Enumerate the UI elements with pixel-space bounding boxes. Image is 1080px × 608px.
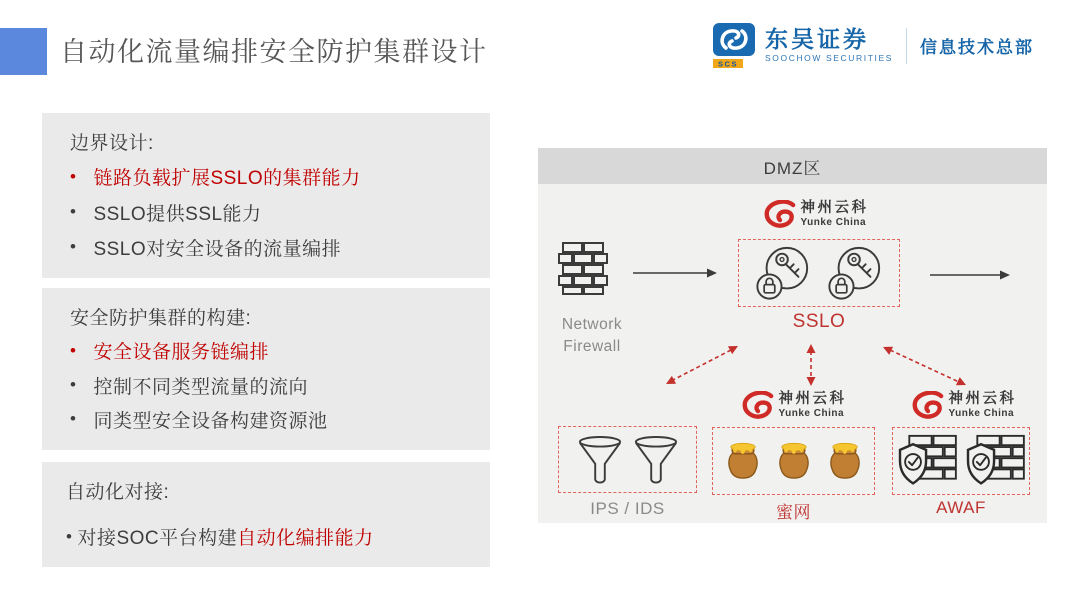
bullet-dot: • — [70, 166, 77, 186]
list-item: • 控制不同类型流量的流向 — [70, 375, 308, 398]
honeynet-label: 蜜网 — [776, 503, 811, 522]
panel-automation — [42, 462, 490, 567]
list-item: • 对接SOC平台构建 自动化编排能力 — [66, 523, 480, 550]
brand-department: 信息技术总部 — [920, 38, 1034, 57]
arrow-head-icon — [664, 376, 676, 388]
dmz-zone-panel — [538, 148, 1047, 523]
arrow-right-icon — [707, 269, 717, 278]
bullet-dot: • — [70, 237, 77, 257]
arrow-head-icon — [807, 344, 816, 353]
arrow-head-icon — [807, 377, 816, 386]
panel-heading: 边界设计: — [70, 133, 154, 154]
title-accent-bar — [0, 28, 47, 75]
soochow-logo-icon — [712, 22, 756, 69]
arrow-head-icon — [956, 377, 968, 389]
brand-divider — [906, 28, 907, 64]
bullet-dot: • — [70, 340, 77, 360]
list-item: • SSLO对安全设备的流量编排 — [70, 237, 342, 260]
arrow-right-icon — [1000, 271, 1010, 280]
panel-heading: 安全防护集群的构建: — [70, 308, 252, 329]
network-firewall-label: Network Firewall — [561, 316, 623, 356]
panel-border-design — [42, 113, 490, 278]
highlighted-text: 自动化编排能力 — [237, 528, 374, 549]
vendor-name-cn: 神州云科 — [948, 391, 1017, 408]
vendor-name-cn: 神州云科 — [778, 391, 847, 408]
vendor-name-cn: 神州云科 — [800, 200, 869, 217]
sslo-label: SSLO — [792, 311, 846, 332]
arrow-head-icon — [728, 342, 740, 354]
ips-ids-label: IPS / IDS — [590, 499, 665, 518]
page-title: 自动化流量编排安全防护集群设计 — [60, 37, 488, 67]
brand-badge: SCS — [718, 59, 738, 69]
bullet-dot: • — [70, 202, 77, 222]
panel-heading: 自动化对接: — [66, 482, 170, 503]
list-item: • 链路负载扩展SSLO的集群能力 — [70, 166, 361, 190]
list-item: • 同类型安全设备构建资源池 — [70, 409, 328, 432]
brand-name-en: SOOCHOW SECURITIES — [765, 53, 893, 64]
vendor-name-en: Yunke China — [778, 407, 845, 419]
bullet-dot: • — [70, 409, 77, 429]
dmz-zone-header: DMZ区 — [538, 148, 1047, 184]
bullet-dot: • — [70, 375, 77, 395]
arrow-head-icon — [881, 343, 893, 355]
diagram-connectors — [538, 148, 1047, 523]
list-item: • 安全设备服务链编排 — [70, 340, 269, 364]
vendor-name-en: Yunke China — [948, 407, 1015, 419]
list-item: • SSLO提供SSL能力 — [70, 202, 262, 225]
brand-area — [712, 22, 1034, 69]
bullet-dot: • — [66, 526, 73, 546]
vendor-name-en: Yunke China — [800, 216, 867, 228]
panel-cluster-build — [42, 288, 490, 450]
awaf-label: AWAF — [936, 498, 986, 517]
brand-name-cn: 东吴证券 — [765, 26, 870, 53]
